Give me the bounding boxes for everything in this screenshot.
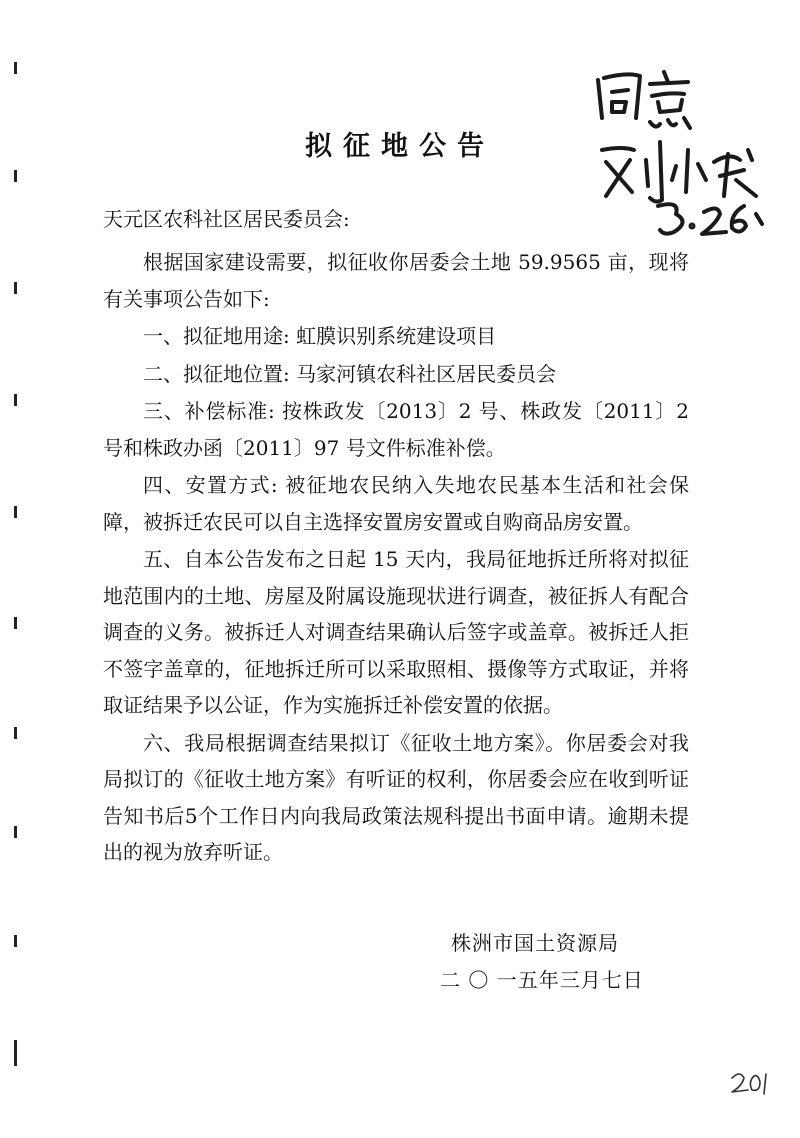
page-title: 拟征地公告 xyxy=(305,131,495,162)
issuing-authority: 株洲市国土资源局 xyxy=(451,931,619,955)
paragraph-purpose: 一、拟征地用途: 虹膜识别系统建设项目 xyxy=(143,324,497,348)
paragraph-location: 二、拟征地位置: 马家河镇农科社区居民委员会 xyxy=(143,361,557,386)
addressee: 天元区农科社区居民委员会: xyxy=(103,207,350,231)
paragraph-resettlement: 四、安置方式: 被征地农民纳入失地农民基本生活和社会保障，被拆迁农民可以自主选择安置房安置或自购商品房安置。 xyxy=(103,473,689,534)
issue-date: 二 〇 一五年三月七日 xyxy=(440,968,644,992)
paragraph-intro: 根据国家建设需要，拟征收你居委会土地 59.9565 亩，现将有关事项公告如下: xyxy=(103,250,689,311)
paragraph-survey: 五、自本公告发布之日起 15 天内，我局征地拆迁所将对拟征地范围内的土地、房屋及附属设施现状进行调查，被征拆人有配合调查的义务。被拆迁人对调查结果确认后签字或盖章。被拆迁人拒不签字盖章的，征地拆迁所可以采取照相、摄像等方式取证，并将取证结果予以公证，作为实施拆迁补偿安置的依据。 xyxy=(103,547,689,717)
paragraph-compensation: 三、补偿标准: 按株政发〔2013〕2 号、株政发〔2011〕2 号和株政办函〔2011〕97 号文件标准补偿。 xyxy=(103,399,689,460)
notice-body xyxy=(103,244,689,872)
paragraph-hearing: 六、我局根据调查结果拟订《征收土地方案》。你居委会对我局拟订的《征收土地方案》有听证的权利，你居委会应在收到听证告知书后5个工作日内向我局政策法规科提出书面申请。逾期未提出的视为放弃听证。 xyxy=(103,730,689,864)
